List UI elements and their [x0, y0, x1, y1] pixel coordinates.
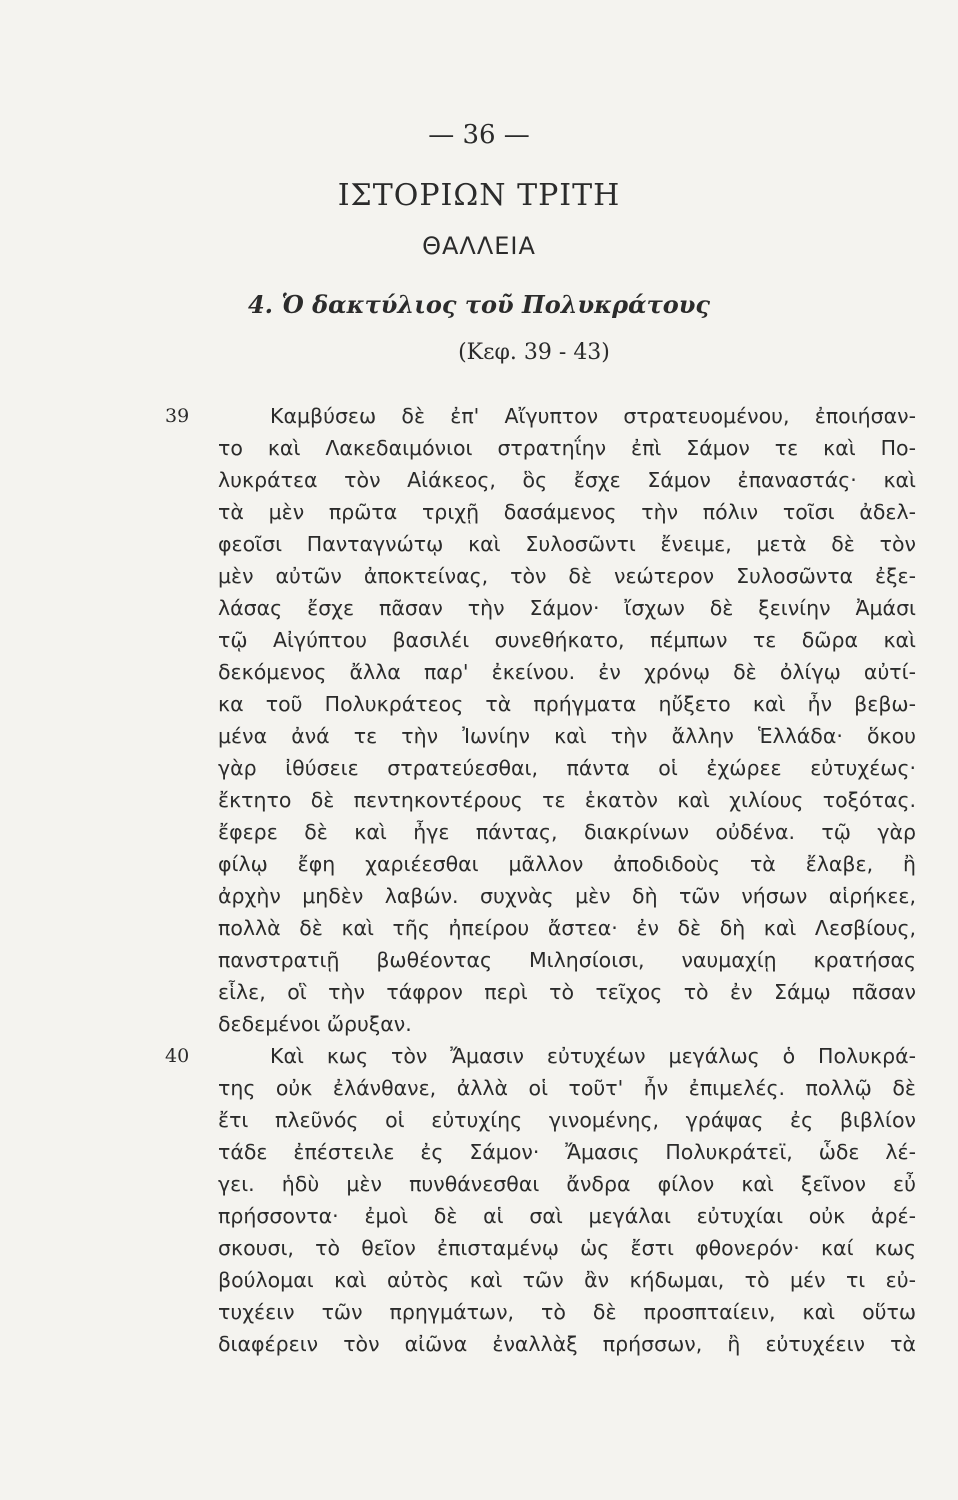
text-line: Καμβύσεω δὲ ἐπ' Αἴγυπτον στρατευομένου, ἐποιήσαν- [270, 404, 916, 428]
text-line: ἀρχὴν μηδὲν λαβών. συχνὰς μὲν δὴ τῶν νήσων αἱρήκεε, [218, 884, 916, 908]
text-line: πανστρατιῇ βωθέοντας Μιλησίοισι, ναυμαχίῃ κρατήσας [218, 948, 916, 972]
muse-title: ΘΑΛΛΕΙΑ [422, 232, 536, 260]
text-line: Καὶ κως τὸν Ἄμασιν εὐτυχέων μεγάλως ὁ Πολυκρά- [270, 1044, 916, 1068]
paragraph-39 [218, 400, 916, 1040]
section-title: 4. Ὁ δακτύλιος τοῦ Πολυκράτους [247, 290, 711, 319]
text-line: ἔκτητο δὲ πεντηκοντέρους τε ἑκατὸν καὶ χιλίους τοξότας. [218, 788, 916, 812]
text-line: διαφέρειν τὸν αἰῶνα ἐναλλὰξ πρήσσων, ἢ εὐτυχέειν τὰ [218, 1332, 916, 1356]
text-line: σκουσι, τὸ θεῖον ἐπισταμένῳ ὡς ἔστι φθονερόν· καί κως [218, 1236, 916, 1260]
book-title: ΙΣΤΟΡΙΩΝ ΤΡΙΤΗ [337, 178, 621, 213]
text-line: μένα ἀνά τε τὴν Ἰωνίην καὶ τὴν ἄλλην Ἑλλάδα· ὅκου [218, 724, 916, 748]
text-line: τάδε ἐπέστειλε ἐς Σάμον· Ἄμασις Πολυκράτεϊ, ὧδε λέ- [218, 1140, 916, 1164]
chapter-range: (Κεφ. 39 - 43) [458, 340, 610, 365]
text-line: τῷ Αἰγύπτου βασιλέι συνεθήκατο, πέμπων τε δῶρα καὶ [218, 628, 916, 652]
text-line: λυκράτεα τὸν Αἰάκεος, ὃς ἔσχε Σάμον ἐπαναστάς· καὶ [218, 468, 916, 492]
paragraph-number: 40 [165, 1045, 190, 1067]
text-line: τυχέειν τῶν πρηγμάτων, τὸ δὲ προσπταίειν, καὶ οὕτω [218, 1300, 916, 1324]
text-line: εἷλε, οἳ τὴν τάφρον περὶ τὸ τεῖχος τὸ ἐν Σάμῳ πᾶσαν [218, 980, 916, 1004]
text-line: βούλομαι καὶ αὐτὸς καὶ τῶν ἂν κήδωμαι, τὸ μέν τι εὐ- [218, 1268, 916, 1292]
text-line: της οὐκ ἐλάνθανε, ἀλλὰ οἱ τοῦτ' ἦν ἐπιμελές. πολλῷ δὲ [218, 1076, 916, 1100]
text-line: μὲν αὐτῶν ἀποκτείνας, τὸν δὲ νεώτερον Συλοσῶντα ἐξε- [218, 564, 916, 588]
text-line: λάσας ἔσχε πᾶσαν τὴν Σάμον· ἴσχων δὲ ξεινίην Ἀμάσι [218, 596, 916, 620]
text-line: πολλὰ δὲ καὶ τῆς ἠπείρου ἄστεα· ἐν δὲ δὴ καὶ Λεσβίους, [218, 916, 916, 940]
paragraph-number: 39 [165, 405, 190, 427]
page-number: — 36 — [428, 120, 530, 150]
paragraph-40 [218, 1040, 916, 1360]
text-line: πρήσσοντα· ἐμοὶ δὲ αἱ σαὶ μεγάλαι εὐτυχίαι οὐκ ἀρέ- [218, 1204, 916, 1228]
text-line: φίλῳ ἔφη χαριέεσθαι μᾶλλον ἀποδιδοὺς τὰ ἔλαβε, ἢ [218, 852, 916, 876]
text-line: ἔφερε δὲ καὶ ἦγε πάντας, διακρίνων οὐδένα. τῷ γὰρ [218, 820, 916, 844]
text-line: φεοῖσι Πανταγνώτῳ καὶ Συλοσῶντι ἔνειμε, μετὰ δὲ τὸν [218, 532, 916, 556]
text-line: τὰ μὲν πρῶτα τριχῇ δασάμενος τὴν πόλιν τοῖσι ἀδελ- [218, 500, 916, 524]
text-line: ἔτι πλεῦνός οἱ εὐτυχίης γινομένης, γράψας ἐς βιβλίον [218, 1108, 916, 1132]
text-line: γει. ἡδὺ μὲν πυνθάνεσθαι ἄνδρα φίλον καὶ ξεῖνον εὖ [218, 1172, 916, 1196]
text-line: το καὶ Λακεδαιμόνιοι στρατηΐην ἐπὶ Σάμον τε καὶ Πο- [218, 436, 916, 460]
text-line: κα τοῦ Πολυκράτεος τὰ πρήγματα ηὔξετο καὶ ἦν βεβω- [218, 692, 916, 716]
text-line: δεδεμένοι ὤρυξαν. [218, 1012, 412, 1036]
text-line: δεκόμενος ἄλλα παρ' ἐκείνου. ἐν χρόνῳ δὲ ὀλίγῳ αὐτί- [218, 660, 916, 684]
text-line: γὰρ ἰθύσειε στρατεύεσθαι, πάντα οἱ ἐχώρεε εὐτυχέως· [218, 756, 916, 780]
